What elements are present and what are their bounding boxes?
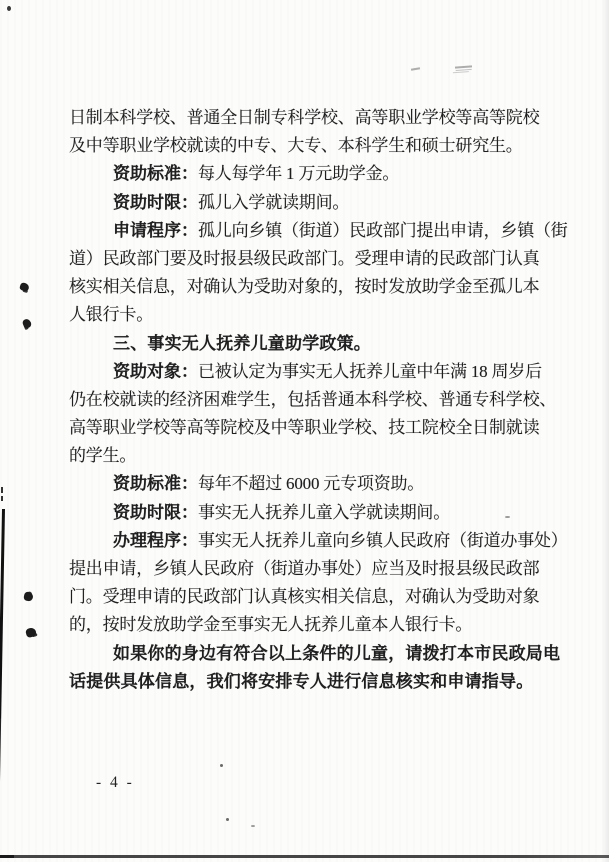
line-text: 仍在校就读的经济困难学生，包括普通本科学校、普通专科学校、 xyxy=(69,389,557,409)
line-text: 孤儿向乡镇（街道）民政部门提出申请，乡镇（街 xyxy=(198,220,568,240)
page-number: - 4 - xyxy=(96,774,135,791)
line-text: 核实相关信息，对确认为受助对象的，按时发放助学金至孤儿本 xyxy=(69,277,540,297)
paragraph-line xyxy=(69,160,555,188)
field-label: 资助标准： xyxy=(113,474,198,494)
paragraph-line xyxy=(69,386,555,414)
field-label: 资助时限： xyxy=(113,192,198,212)
scan-speck xyxy=(7,6,11,11)
line-text: 道）民政部门要及时报县级民政部门。受理申请的民政部门认真 xyxy=(69,248,540,268)
paragraph-line xyxy=(69,358,555,386)
scan-speck xyxy=(220,764,223,767)
line-text: 提出申请，乡镇人民政府（街道办事处）应当及时报县级民政部 xyxy=(69,559,540,578)
paragraph-line xyxy=(69,640,561,668)
line-text: 人银行卡。 xyxy=(69,305,153,325)
scan-edge-left xyxy=(0,509,5,858)
line-text: 每年不超过 6000 元专项资助。 xyxy=(198,474,425,494)
line-text: 每人每学年 1 万元助学金。 xyxy=(198,164,400,184)
scan-speck xyxy=(251,825,255,827)
paragraph-line xyxy=(69,189,555,217)
section-heading xyxy=(69,330,555,358)
field-label: 申请程序： xyxy=(113,220,198,240)
line-text: 事实无人抚养儿童入学就读期间。 xyxy=(198,502,450,522)
line-text: 已被认定为事实无人抚养儿童中年满 18 周岁后 xyxy=(198,361,542,381)
scan-speck xyxy=(226,818,229,821)
ink-smudge xyxy=(23,591,33,601)
heading-text: 三、事实无人抚养儿童助学政策。 xyxy=(113,333,371,353)
pencil-mark xyxy=(411,67,420,71)
line-text: 的学生。 xyxy=(69,446,137,466)
line-text: 孤儿入学就读期间。 xyxy=(198,192,350,212)
paragraph-line xyxy=(69,470,555,498)
pencil-mark xyxy=(455,65,472,68)
ink-smudge xyxy=(25,627,37,638)
line-text: 事实无人抚养儿童向乡镇人民政府（街道办事处） xyxy=(198,530,568,550)
field-label: 资助标准： xyxy=(113,164,198,184)
scan-edge-left-dash xyxy=(1,487,3,493)
line-text: 门。受理申请的民政部门认真核实相关信息，对确认为受助对象 xyxy=(69,587,540,607)
ink-smudge xyxy=(22,318,33,329)
ink-smudge xyxy=(19,282,30,292)
paragraph-line xyxy=(69,301,555,329)
paragraph-line xyxy=(69,527,568,555)
document-body xyxy=(69,104,568,696)
paragraph-line xyxy=(69,273,555,301)
scan-edge-left-dash xyxy=(1,496,3,501)
scan-edge-bottom xyxy=(0,855,609,858)
paragraph-line xyxy=(69,104,555,132)
paragraph-line xyxy=(69,555,555,583)
paragraph-line xyxy=(69,132,555,160)
line-text: 话提供具体信息，我们将安排专人进行信息核实和申请指导。 xyxy=(69,671,534,691)
field-label: 资助时限： xyxy=(113,502,198,522)
paragraph-line xyxy=(69,217,568,245)
paragraph-line xyxy=(69,611,555,639)
paragraph-line xyxy=(69,245,555,273)
paragraph-line xyxy=(69,414,555,442)
paragraph-line xyxy=(69,499,555,527)
scan-edge-right xyxy=(602,0,609,862)
field-label: 办理程序： xyxy=(113,530,198,550)
line-text: 的，按时发放助学金至事实无人抚养儿童本人银行卡。 xyxy=(69,615,473,635)
paragraph-line xyxy=(69,583,555,611)
scan-speck xyxy=(505,516,510,518)
paragraph-line xyxy=(69,668,555,696)
line-text: 高等职业学校等高等院校及中等职业学校、技工院校全日制就读 xyxy=(69,418,540,438)
line-text: 及中等职业学校就读的中专、大专、本科学生和硕士研究生。 xyxy=(69,136,523,156)
line-text: 日制本科学校、普通全日制专科学校、高等职业学校等高等院校 xyxy=(69,108,540,127)
field-label: 资助对象： xyxy=(113,361,198,381)
line-text: 如果你的身边有符合以上条件的儿童，请拨打本市民政局电 xyxy=(113,643,561,663)
paragraph-line xyxy=(69,442,555,470)
